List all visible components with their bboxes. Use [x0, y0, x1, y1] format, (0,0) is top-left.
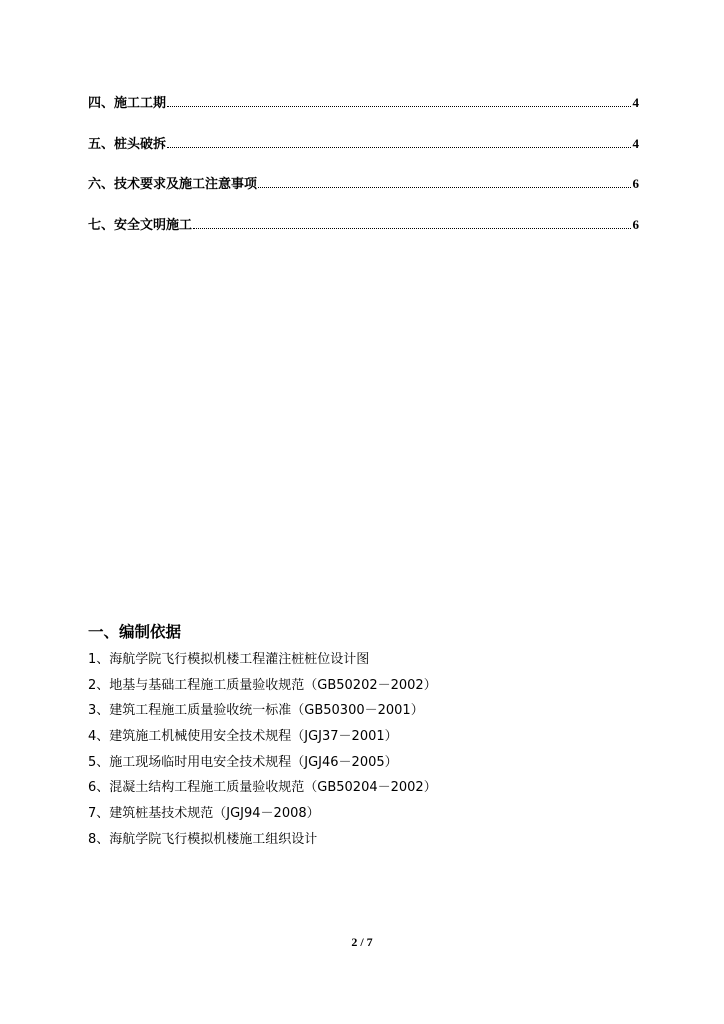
toc-leader-dots — [167, 105, 630, 107]
table-of-contents — [88, 92, 639, 254]
list-item: 1、海航学院飞行模拟机楼工程灌注桩桩位设计图 — [88, 652, 370, 667]
toc-entry-title: 五、桩头破拆 — [88, 136, 167, 152]
list-item: 2、地基与基础工程施工质量验收规范（GB50202－2002） — [88, 677, 437, 693]
toc-leader-dots — [193, 227, 630, 229]
compilation-basis-section — [88, 620, 648, 853]
toc-entry-page: 4 — [632, 95, 639, 110]
toc-entry-title: 七、安全文明施工 — [88, 217, 193, 233]
toc-entry-page: 4 — [632, 135, 639, 151]
section-heading: 一、编制依据 — [88, 622, 182, 641]
toc-entry-page: 6 — [632, 216, 639, 232]
list-item: 4、建筑施工机械使用安全技术规程（JGJ37－2001） — [88, 729, 398, 745]
reference-list — [88, 647, 648, 853]
toc-entry-page: 6 — [632, 176, 639, 191]
page-number: 2 / 7 — [351, 935, 373, 949]
toc-entry-title: 四、施工工期 — [88, 96, 167, 111]
toc-entry-6[interactable] — [88, 173, 639, 214]
toc-entry-4[interactable] — [88, 92, 639, 133]
list-item: 6、混凝土结构工程施工质量验收规范（GB50204－2002） — [88, 780, 437, 796]
list-item: 5、施工现场临时用电安全技术规程（JGJ46－2005） — [88, 754, 398, 770]
toc-leader-dots — [258, 186, 630, 188]
list-item: 8、海航学院飞行模拟机楼施工组织设计 — [88, 831, 318, 847]
toc-entry-title: 六、技术要求及施工注意事项 — [88, 177, 258, 192]
list-item: 7、建筑桩基技术规范（JGJ94－2008） — [88, 806, 320, 822]
toc-entry-7[interactable] — [88, 214, 639, 255]
toc-entry-5[interactable] — [88, 133, 639, 174]
toc-leader-dots — [167, 146, 630, 148]
list-item: 3、建筑工程施工质量验收统一标准（GB50300－2001） — [88, 703, 424, 719]
